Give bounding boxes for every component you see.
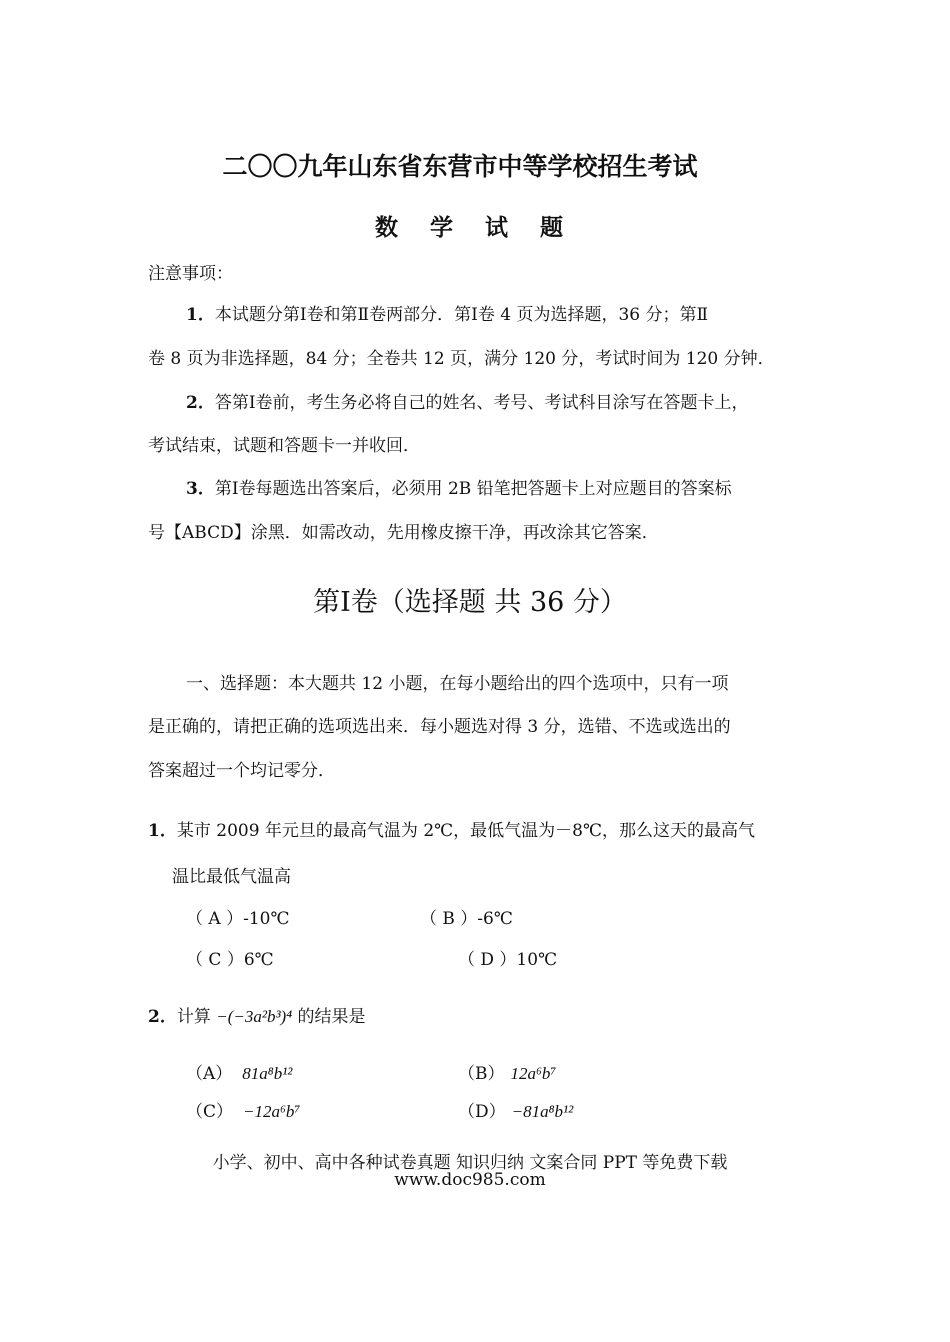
footer-line1: 小学、初中、高中各种试卷真题 知识归纳 文案合同 PPT 等免费下载 (212, 1153, 728, 1173)
q1-option-b: （ B ）-6℃ (420, 909, 513, 929)
q1-stem-cont: 温比最低气温高 (172, 867, 291, 887)
notice-item-1-cont: 卷 8 页为非选择题，84 分；全卷共 12 页，满分 120 分，考试时间为 120 分钟． (148, 349, 775, 369)
part1-heading: 第Ⅰ卷（选择题 共 36 分） (313, 587, 627, 618)
q2-expression: −(−3a²b³)⁴ (216, 1007, 293, 1026)
notice-heading: 注意事项： (148, 264, 233, 284)
notice-item-1: 1．本试题分第Ⅰ卷和第Ⅱ卷两部分．第Ⅰ卷 4 页为选择题，36 分；第Ⅱ (186, 305, 709, 325)
q2-option-d: （D） −81a⁸b¹² (458, 1102, 574, 1122)
section1-line3: 答案超过一个均记零分． (148, 761, 335, 781)
q1-option-d: （ D ）10℃ (458, 950, 558, 970)
footer-link[interactable]: www.doc985.com (394, 1170, 546, 1190)
q1-option-c: （ C ）6℃ (186, 950, 274, 970)
q1-option-a: （ A ）-10℃ (186, 909, 290, 929)
q2-option-b: （B） 12a⁶b⁷ (458, 1064, 557, 1084)
q2-stem: 2．计算 −(−3a²b³)⁴ 的结果是 (148, 1007, 366, 1027)
notice-item-3: 3．第Ⅰ卷每题选出答案后，必须用 2B 铅笔把答题卡上对应题目的答案标 (186, 479, 732, 499)
notice-item-3-cont: 号【ABCD】涂黑．如需改动，先用橡皮擦干净，再改涂其它答案． (148, 523, 659, 543)
exam-subtitle: 数 学 试 题 (374, 214, 576, 241)
notice-item-2: 2．答第Ⅰ卷前，考生务必将自己的姓名、考号、考试科目涂写在答题卡上， (186, 393, 749, 413)
q2-option-c: （C） −12a⁶b⁷ (186, 1102, 301, 1122)
exam-title: 二〇〇九年山东省东营市中等学校招生考试 (222, 152, 698, 181)
notice-item-2-cont: 考试结束，试题和答题卡一并收回． (148, 436, 420, 456)
q1-stem: 1．某市 2009 年元旦的最高气温为 2℃，最低气温为－8℃，那么这天的最高气 (148, 821, 755, 841)
q2-option-a: （A） 81a⁸b¹² (186, 1064, 293, 1084)
section1-line2: 是正确的，请把正确的选项选出来．每小题选对得 3 分，选错、不选或选出的 (148, 717, 731, 737)
section1-line1: 一、选择题：本大题共 12 小题，在每小题给出的四个选项中，只有一项 (186, 674, 729, 694)
